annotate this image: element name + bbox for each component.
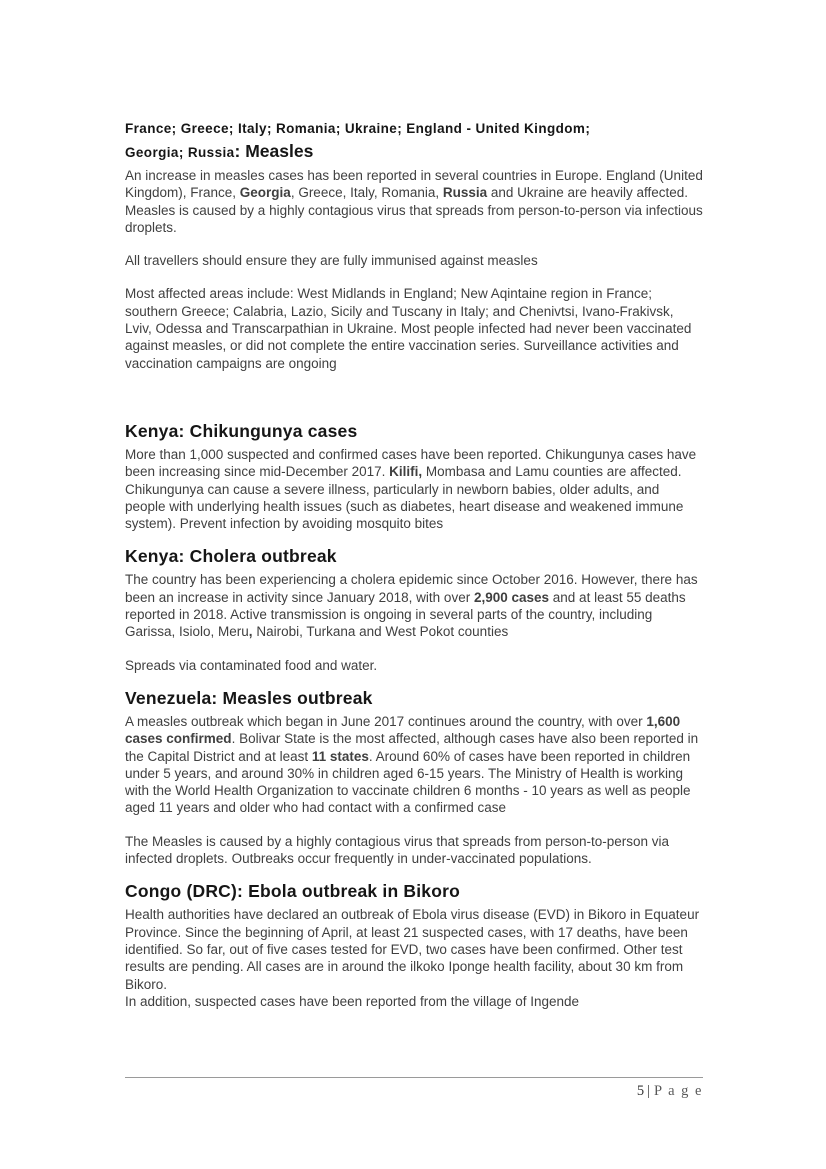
section-europe-measles bbox=[125, 118, 703, 372]
paragraph-europe-measles-overview bbox=[125, 167, 703, 236]
text-run: , Greece, Italy, Romania, bbox=[290, 185, 443, 201]
paragraph-kenya-cholera-spread: Spreads via contaminated food and water. bbox=[125, 657, 378, 673]
section-congo-ebola bbox=[125, 880, 703, 1010]
bold-text-run: 2,900 cases bbox=[473, 589, 550, 605]
paragraph-kenya-cholera bbox=[125, 571, 703, 640]
text-run: and at least 55 deaths reported in 2018. Active transmission is ongoing in several parts of the country, including Garissa, Isiolo, Meru bbox=[125, 589, 686, 640]
bold-text-run: Georgia bbox=[239, 185, 291, 201]
bold-text-run: Georgia; Russia bbox=[125, 145, 235, 160]
paragraph-europe-measles-areas: Most affected areas include: West Midlands in England; New Aqintaine region in France; southern Greece; Calabria, Lazio, Sicily and Tuscany in Italy; and Chenivtsi, Ivano-Frakivsk, Lviv, Odessa and Transcarpathian in Ukraine. Most people infected had never been vaccinated against measles, or did not complete the entire vaccination series. Surveillance activities and vaccination campaigns are ongoing bbox=[125, 286, 692, 371]
section-heading-venezuela-measles: Venezuela: Measles outbreak bbox=[125, 687, 373, 708]
text-run: . Around 60% of cases have been reported in children under 5 years, and around 30% in children aged 6-15 years. The Ministry of Health is working with the World Health Organization to vaccinate children 6 months - 10 years as well as people aged 11 years and older who had contact with a confirmed case bbox=[125, 748, 691, 816]
footer-separator: | bbox=[647, 1083, 650, 1099]
section-venezuela-measles bbox=[125, 687, 703, 867]
paragraph-venezuela-measles-info: The Measles is caused by a highly contagious virus that spreads from person-to-person via infected droplets. Outbreaks occur frequently in under-vaccinated populations. bbox=[125, 833, 670, 867]
text-run: Nairobi, Turkana and West Pokot counties bbox=[252, 624, 509, 640]
bold-text-run: : Measles bbox=[234, 141, 314, 161]
text-run: . Bolivar State is the most affected, although cases have also been reported in the Capital District and at least bbox=[125, 731, 699, 764]
page-number: 5 bbox=[636, 1083, 645, 1099]
section-heading-kenya-cholera: Kenya: Cholera outbreak bbox=[125, 546, 337, 567]
section-heading-kenya-chikungunya: Kenya: Chikungunya cases bbox=[125, 420, 358, 441]
paragraph-congo-ebola-ingende: In addition, suspected cases have been reported from the village of Ingende bbox=[125, 993, 580, 1009]
section-kenya-chikungunya bbox=[125, 420, 703, 532]
paragraph-venezuela-measles bbox=[125, 713, 703, 817]
paragraph-kenya-chikungunya bbox=[125, 446, 703, 532]
document-body bbox=[125, 118, 703, 1010]
text-run: The country has been experiencing a cholera epidemic since October 2016. However, there has been an increase in activity since January 2018, with over bbox=[125, 572, 698, 605]
text-run: A measles outbreak which began in June 2017 continues around the country, with over bbox=[125, 713, 647, 729]
text-run: and Ukraine are heavily affected. Measles is caused by a highly contagious virus that spreads from person-to-person via infectious droplets. bbox=[125, 185, 703, 235]
bold-text-run: , bbox=[248, 624, 253, 640]
bold-text-run: 1,600 cases confirmed bbox=[125, 713, 681, 747]
bold-text-run: Russia bbox=[442, 185, 488, 201]
section-heading-europe-line2 bbox=[125, 139, 703, 165]
bold-text-run: Kilifi, bbox=[389, 464, 423, 480]
section-heading-congo-ebola: Congo (DRC): Ebola outbreak in Bikoro bbox=[125, 881, 461, 902]
footer-page-label: P a g e bbox=[653, 1083, 703, 1099]
bold-text-run: 11 states bbox=[311, 748, 369, 764]
text-run: More than 1,000 suspected and confirmed cases have been reported. Chikungunya cases have been increasing since mid-December 2017. bbox=[125, 446, 697, 480]
paragraph-europe-measles-advice: All travellers should ensure they are fully immunised against measles bbox=[125, 253, 538, 269]
text-run: Mombasa and Lamu counties are affected. Chikungunya can cause a severe illness, particularly in newborn babies, older adults, and people with underlying health issues (such as diabetes, heart disease and weakened immune system). Prevent infection by avoiding mosquito bites bbox=[125, 464, 684, 532]
text-run: An increase in measles cases has been reported in several countries in Europe. England (United Kingdom), France, bbox=[125, 168, 703, 201]
section-heading-europe-line1: France; Greece; Italy; Romania; Ukraine; England - United Kingdom; bbox=[125, 121, 591, 136]
page-footer bbox=[125, 1077, 703, 1100]
paragraph-congo-ebola: Health authorities have declared an outbreak of Ebola virus disease (EVD) in Bikoro in Equateur Province. Since the beginning of April, at least 21 suspected cases, with 17 deaths, have been identified. So far, out of five cases tested for EVD, two cases have been confirmed. Other test results are pending. All cases are in around the ilkoko Iponge health facility, about 30 km from Bikoro. bbox=[125, 907, 700, 992]
section-kenya-cholera bbox=[125, 545, 703, 673]
